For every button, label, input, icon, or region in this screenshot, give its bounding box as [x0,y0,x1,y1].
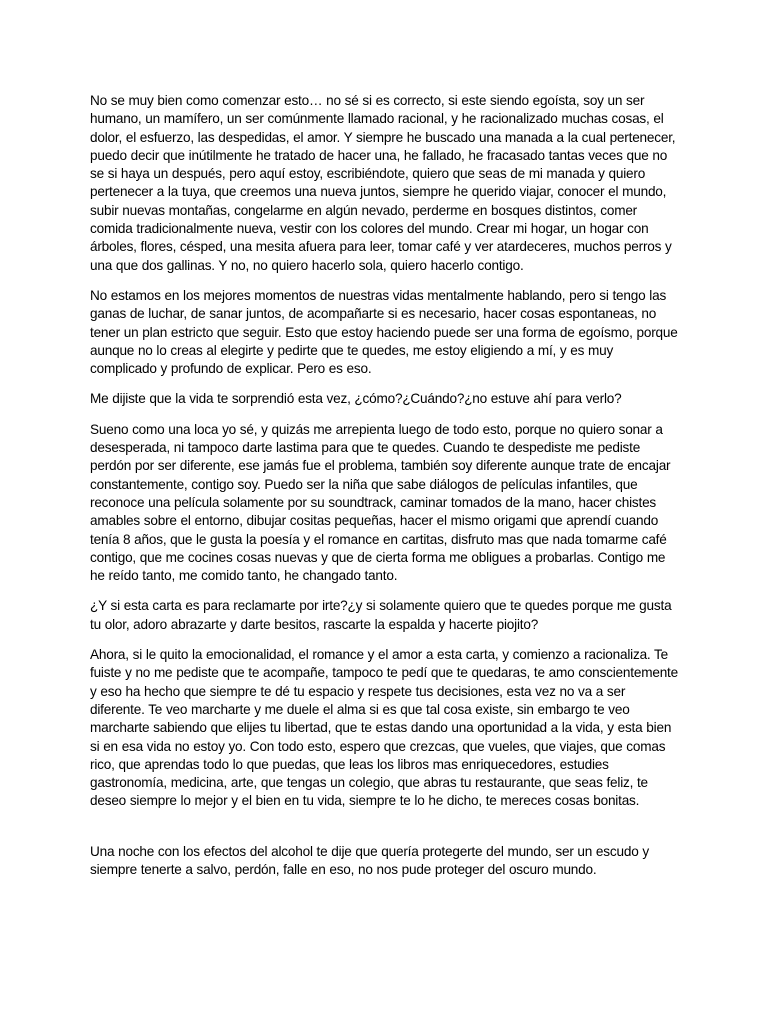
paragraph-4: Sueno como una loca yo sé, y quizás me arrepienta luego de todo esto, porque no quiero sonar a desesperada, ni tampoco darte lastima para que te quedes. Cuando te despediste me pediste perdón por ser diferente, ese jamás fue el problema, también soy diferente aunque trate de encajar constantemente, contigo soy. Puedo ser la niña que sabe diálogos de películas infantiles, que reconoce una película solamente por su soundtrack, caminar tomados de la mano, hacer chistes amables sobre el entorno, dibujar cositas pequeñas, hacer el mismo origami que aprendí cuando tenía 8 años, que le gusta la poesía y el romance en cartitas, disfruto mas que nada tomarme café contigo, que me cocines cosas nuevas y que de cierta forma me obligues a probarlas. Contigo me he reído tanto, me comido tanto, he changado tanto. [90,421,671,584]
paragraph-6: Ahora, si le quito la emocionalidad, el romance y el amor a esta carta, y comienzo a racionaliza. Te fuiste y no me pediste que te acompañe, tampoco te pedí que te quedaras, te amo conscientemente y eso ha hecho que siempre te dé tu espacio y respete tus decisiones, esta vez no va a ser diferente. Te veo marcharte y me duele el alma si es que tal cosa existe, sin embargo te veo marcharte sabiendo que elijes tu libertad, que te estas dando una oportunidad a la vida, y esta bien si en esa vida no estoy yo. Con todo esto, espero que crezcas, que vueles, que viajes, que comas rico, que aprendas todo lo que puedas, que leas los libros mas enriquecedores, estudies gastronomía, medicina, arte, que tengas un colegio, que abras tu restaurante, que seas feliz, te deseo siempre lo mejor y el bien en tu vida, siempre te lo he dicho, te mereces cosas bonitas. [90,647,678,809]
paragraph-7: Una noche con los efectos del alcohol te dije que quería protegerte del mundo, ser un escudo y siempre tenerte a salvo, perdón, falle en eso, no nos pude proteger del oscuro mundo. [90,843,649,877]
blank-line [90,823,682,843]
paragraph-1: No se muy bien como comenzar esto… no sé si es correcto, si este siendo egoísta, soy un ser humano, un mamífero, un ser comúnmente llamado racional, y he racionalizado muchas cosas, el dolor, el esfuerzo, las despedidas, el amor. Y siempre he buscado una manada a la cual pertenecer, puedo decir que inútilmente he tratado de hacer una, he fallado, he fracasado tantas veces que no se si haya un después, pero aquí estoy, escribiéndote, quiero que seas de mi manada y quiero pertenecer a la tuya, que creemos una nueva juntos, siempre he querido viajar, conocer el mundo, subir nuevas montañas, congelarme en algún nevado, perderme en bosques distintos, comer comida tradicionalmente nueva, vestir con los colores del mundo. Crear mi hogar, un hogar con árboles, flores, césped, una mesita afuera para leer, tomar café y ver atardeceres, muchos perros y una que dos gallinas. Y no, no quiero hacerlo sola, quiero hacerlo contigo. [90,93,676,273]
paragraph-2: No estamos en los mejores momentos de nuestras vidas mentalmente hablando, pero si tengo las ganas de luchar, de sanar juntos, de acompañarte si es necesario, hacer cosas espontaneas, no tener un plan estricto que seguir. Esto que estoy haciendo puede ser una forma de egoísmo, porque aunque no lo creas al elegirte y pedirte que te quedes, me estoy eligiendo a mí, y es muy complicado y profundo de explicar. Pero es eso. [90,287,678,377]
paragraph-3: Me dijiste que la vida te sorprendió esta vez, ¿cómo?¿Cuándo?¿no estuve ahí para verlo? [90,391,622,407]
paragraph-5: ¿Y si esta carta es para reclamarte por irte?¿y si solamente quiero que te quedes porque me gusta tu olor, adoro abrazarte y darte besitos, rascarte la espalda y hacerte piojito? [90,598,672,632]
